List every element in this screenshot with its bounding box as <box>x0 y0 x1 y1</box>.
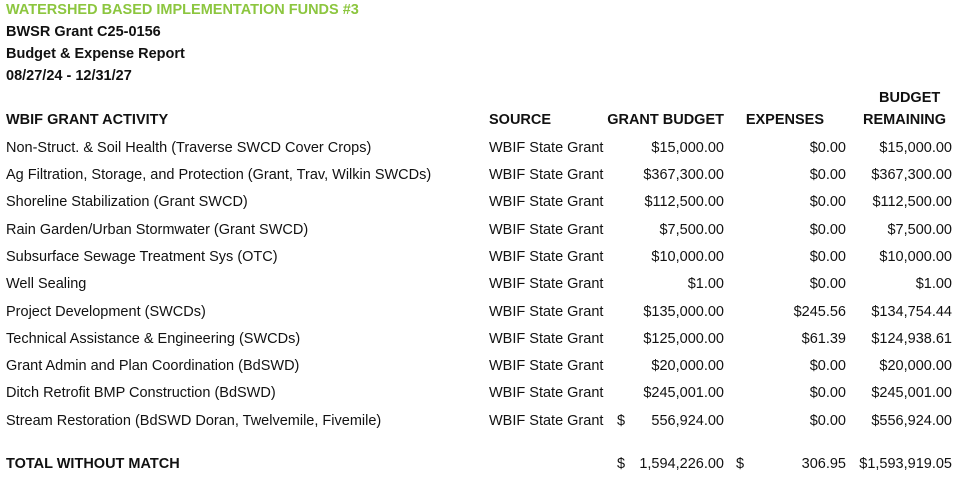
header-remaining-line1: BUDGET <box>879 90 941 106</box>
cell-source: WBIF State Grant <box>489 249 604 265</box>
cell-activity: Non-Struct. & Soil Health (Traverse SWCD Cover Crops) <box>6 140 372 156</box>
cell-expenses: $245.56 <box>793 304 846 320</box>
cell-source: WBIF State Grant <box>489 358 604 374</box>
cell-budget: $10,000.00 <box>651 249 724 265</box>
cell-remaining: $1.00 <box>915 276 952 292</box>
table-row <box>0 166 956 193</box>
cell-source: WBIF State Grant <box>489 413 604 429</box>
cell-budget: $1.00 <box>687 276 724 292</box>
table-row <box>0 357 956 384</box>
cell-expenses: $0.00 <box>809 167 846 183</box>
cell-activity: Stream Restoration (BdSWD Doran, Twelvemile, Fivemile) <box>6 413 382 429</box>
cell-expenses: $0.00 <box>809 194 846 210</box>
table-row <box>0 412 956 439</box>
total-remaining: $1,593,919.05 <box>859 456 952 472</box>
report-period: 08/27/24 - 12/31/27 <box>6 68 132 84</box>
total-row <box>0 455 956 482</box>
cell-expenses: $0.00 <box>809 140 846 156</box>
cell-activity: Grant Admin and Plan Coordination (BdSWD) <box>6 358 300 374</box>
cell-source: WBIF State Grant <box>489 304 604 320</box>
total-expenses: 306.95 <box>801 456 846 472</box>
cell-budget: 556,924.00 <box>651 413 724 429</box>
cell-budget: $125,000.00 <box>643 331 724 347</box>
total-budget: 1,594,226.00 <box>639 456 724 472</box>
cell-budget-symbol: $ <box>617 413 626 429</box>
cell-source: WBIF State Grant <box>489 385 604 401</box>
cell-activity: Rain Garden/Urban Stormwater (Grant SWCD) <box>6 222 309 238</box>
cell-expenses: $0.00 <box>809 385 846 401</box>
cell-source: WBIF State Grant <box>489 222 604 238</box>
cell-expenses: $0.00 <box>809 222 846 238</box>
header-remaining-line2: REMAINING <box>863 112 946 128</box>
table-row <box>0 275 956 302</box>
cell-remaining: $556,924.00 <box>871 413 952 429</box>
cell-expenses: $0.00 <box>809 413 846 429</box>
cell-remaining: $112,500.00 <box>872 194 952 210</box>
cell-expenses: $0.00 <box>809 358 846 374</box>
cell-remaining: $20,000.00 <box>879 358 952 374</box>
cell-source: WBIF State Grant <box>489 331 604 347</box>
table-row <box>0 384 956 411</box>
total-expenses-symbol: $ <box>736 456 745 472</box>
cell-remaining: $124,938.61 <box>871 331 952 347</box>
cell-budget: $7,500.00 <box>659 222 724 238</box>
cell-expenses: $61.39 <box>801 331 846 347</box>
table-row <box>0 221 956 248</box>
report-title: Budget & Expense Report <box>6 46 185 62</box>
cell-budget: $135,000.00 <box>643 304 724 320</box>
cell-remaining: $10,000.00 <box>879 249 952 265</box>
cell-expenses: $0.00 <box>809 249 846 265</box>
table-row <box>0 139 956 166</box>
header-budget: GRANT BUDGET <box>607 112 724 128</box>
grant-number: BWSR Grant C25-0156 <box>6 24 161 40</box>
header-source: SOURCE <box>489 112 552 128</box>
cell-remaining: $134,754.44 <box>871 304 952 320</box>
cell-activity: Project Development (SWCDs) <box>6 304 206 320</box>
cell-activity: Well Sealing <box>6 276 87 292</box>
cell-budget: $112,500.00 <box>644 194 724 210</box>
header-expenses: EXPENSES <box>745 112 824 128</box>
cell-budget: $15,000.00 <box>651 140 724 156</box>
cell-remaining: $367,300.00 <box>871 167 952 183</box>
cell-expenses: $0.00 <box>809 276 846 292</box>
table-row <box>0 330 956 357</box>
cell-activity: Ag Filtration, Storage, and Protection (Grant, Trav, Wilkin SWCDs) <box>6 167 432 183</box>
cell-source: WBIF State Grant <box>489 167 604 183</box>
cell-activity: Shoreline Stabilization (Grant SWCD) <box>6 194 248 210</box>
cell-remaining: $15,000.00 <box>879 140 952 156</box>
cell-source: WBIF State Grant <box>489 276 604 292</box>
cell-budget: $245,001.00 <box>643 385 724 401</box>
program-title: WATERSHED BASED IMPLEMENTATION FUNDS #3 <box>6 2 359 18</box>
table-row <box>0 248 956 275</box>
cell-remaining: $245,001.00 <box>871 385 952 401</box>
cell-activity: Subsurface Sewage Treatment Sys (OTC) <box>6 249 278 265</box>
total-budget-symbol: $ <box>617 456 626 472</box>
table-row <box>0 193 956 220</box>
header-activity: WBIF GRANT ACTIVITY <box>6 112 169 128</box>
table-row <box>0 303 956 330</box>
cell-source: WBIF State Grant <box>489 194 604 210</box>
cell-source: WBIF State Grant <box>489 140 604 156</box>
cell-activity: Ditch Retrofit BMP Construction (BdSWD) <box>6 385 276 401</box>
cell-budget: $367,300.00 <box>643 167 724 183</box>
cell-budget: $20,000.00 <box>651 358 724 374</box>
total-label: TOTAL WITHOUT MATCH <box>6 456 180 472</box>
cell-remaining: $7,500.00 <box>887 222 952 238</box>
cell-activity: Technical Assistance & Engineering (SWCDs) <box>6 331 301 347</box>
